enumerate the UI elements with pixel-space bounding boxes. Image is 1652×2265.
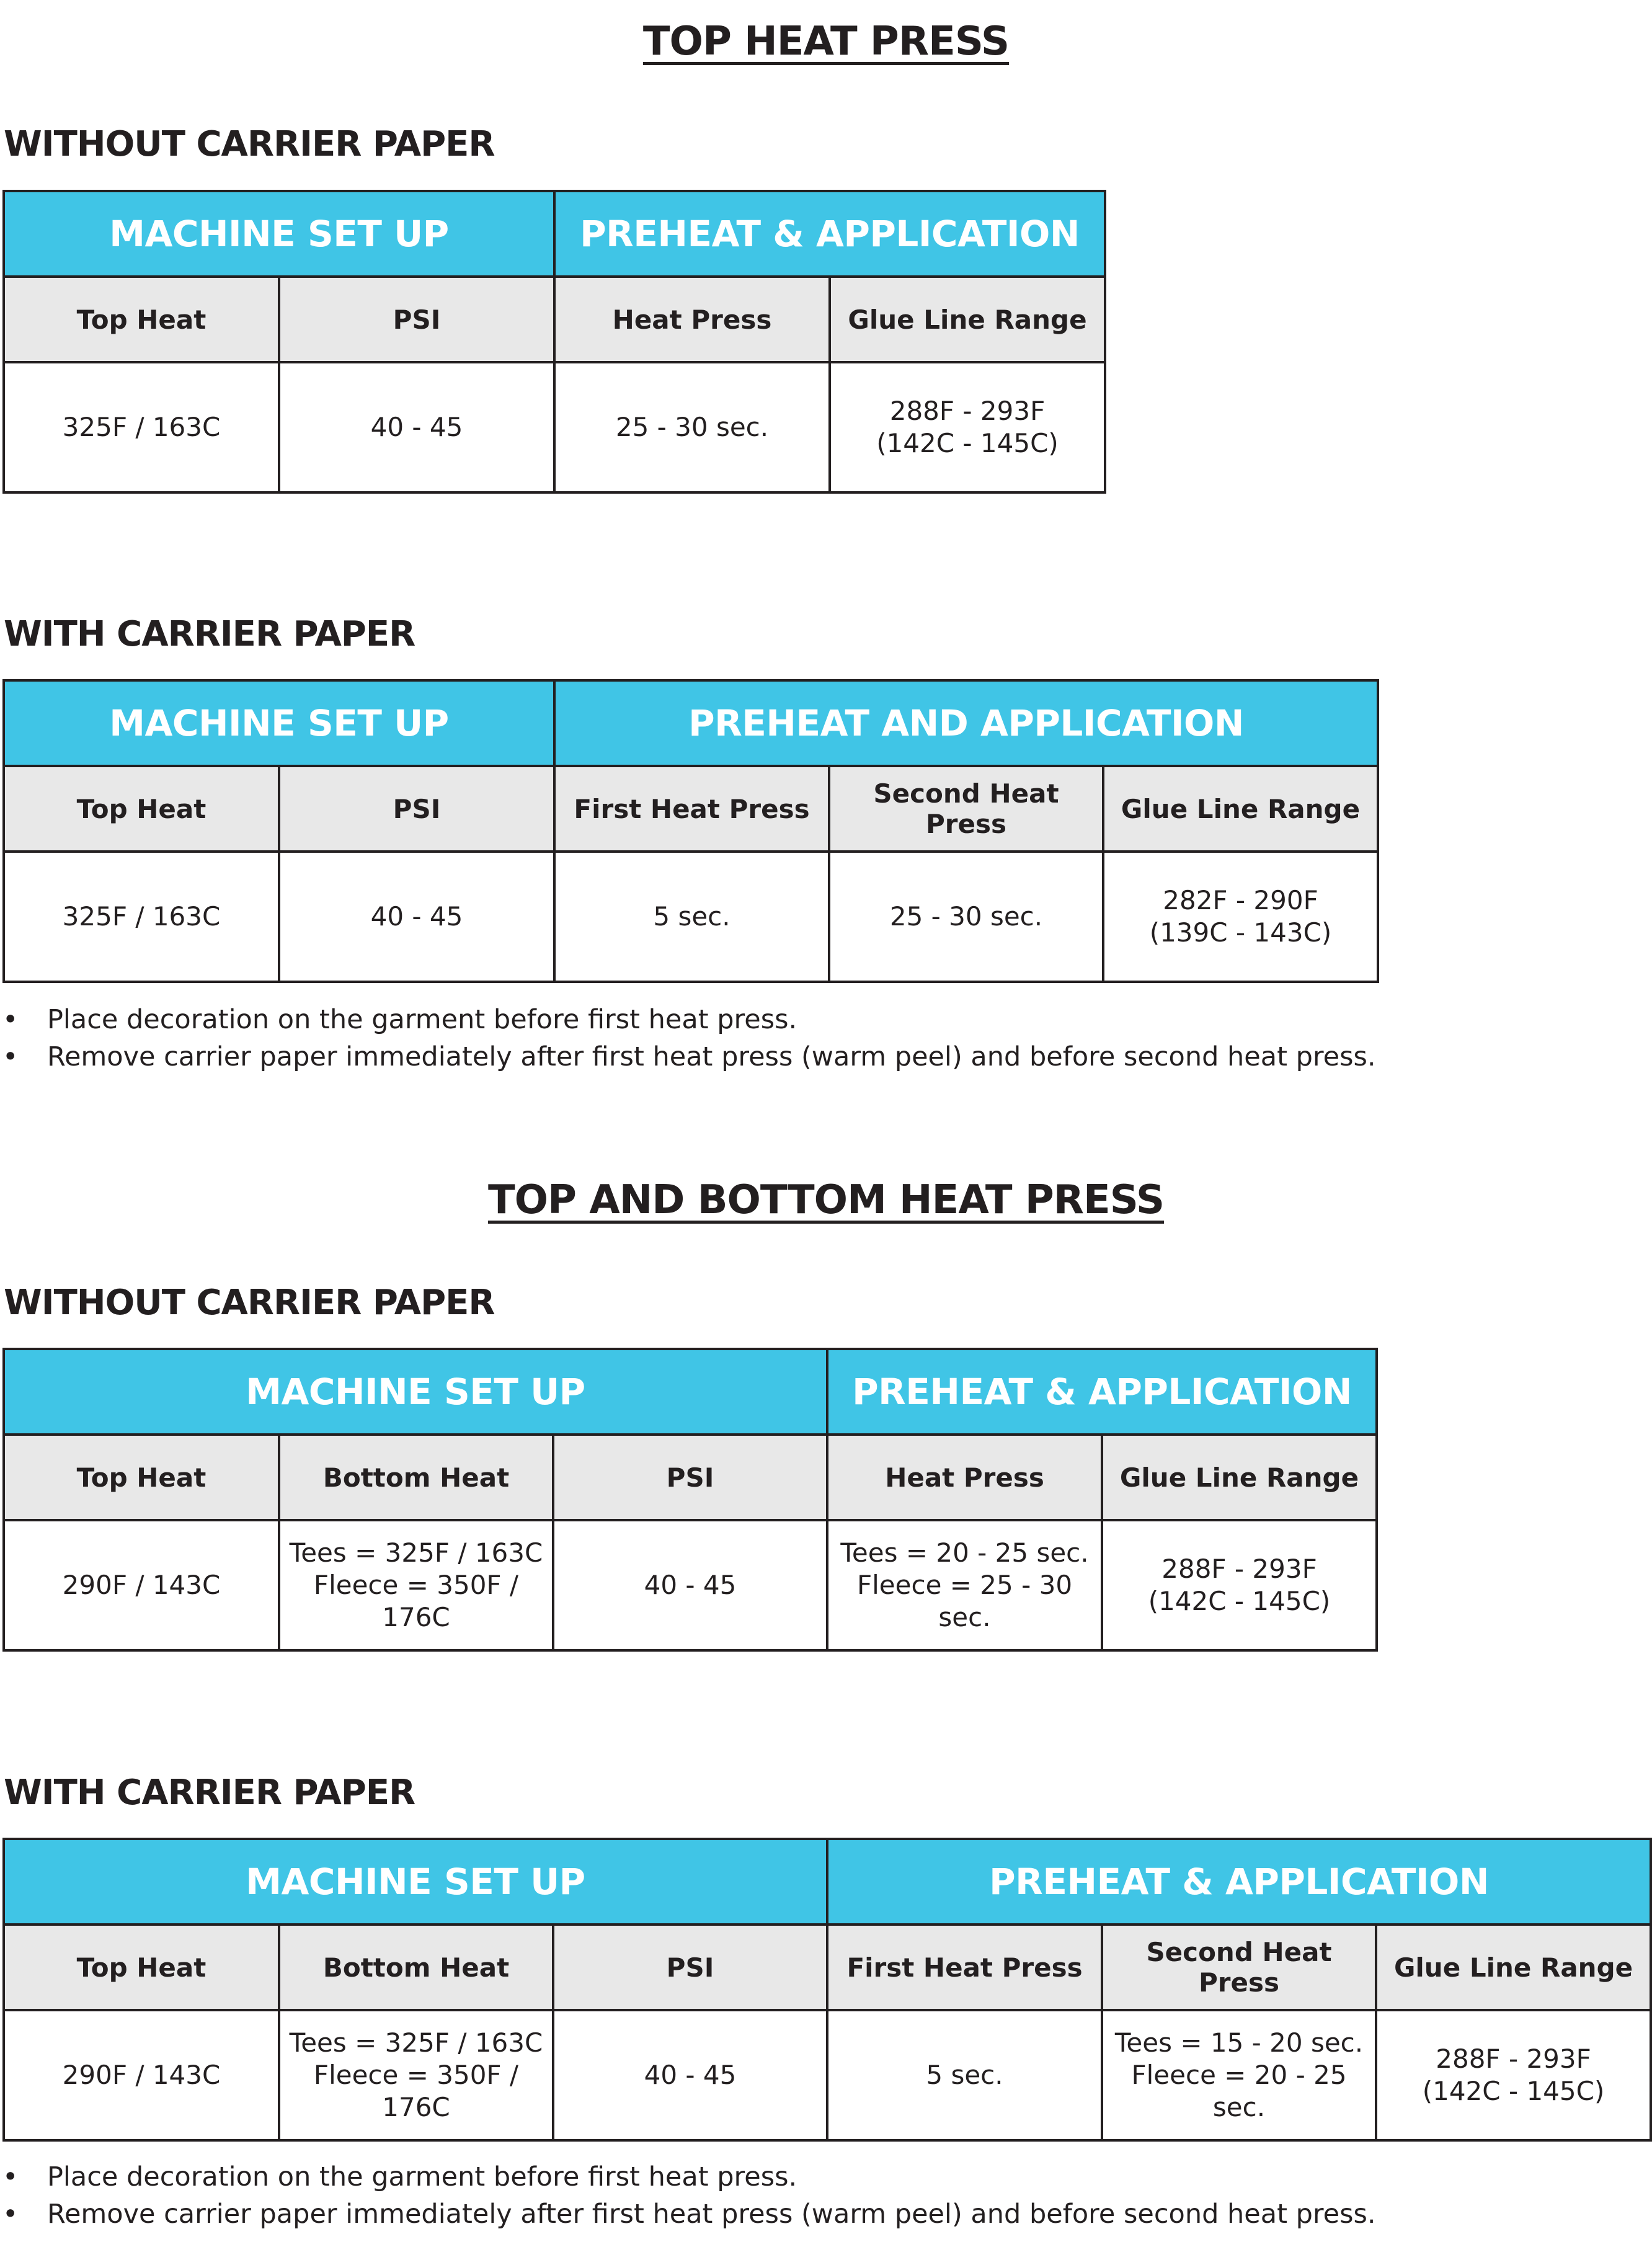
cell-psi: 40 - 45 [279,852,554,982]
bullet-glyph: • [2,2199,19,2230]
column-header-glue-line-range: Glue Line Range [1103,766,1378,852]
column-header-top-heat: Top Heat [4,766,279,852]
note-text: Place decoration on the garment before first heat press. [47,1004,797,1035]
group-header-machine-setup: MACHINE SET UP [4,1349,827,1435]
section-title-top-and-bottom-heat-press: TOP AND BOTTOM HEAT PRESS [487,1177,1165,1223]
group-header-preheat-application: PREHEAT AND APPLICATION [554,680,1378,766]
table-heading-without-carrier-paper: WITHOUT CARRIER PAPER [4,124,495,164]
column-header-first-heat-press: First Heat Press [827,1925,1102,2010]
group-header-preheat-application: PREHEAT & APPLICATION [827,1839,1651,1925]
notes-list-top-with-carrier [0,1001,1376,1075]
column-header-top-heat: Top Heat [4,277,279,362]
column-header-heat-press: Heat Press [827,1435,1102,1520]
cell-top-heat: 290F / 143C [4,1520,279,1650]
spec-table-top-without-carrier [2,190,1106,494]
spec-table-bottom-without-carrier [2,1348,1378,1652]
table-row [4,1520,1377,1650]
table-row [4,852,1378,982]
cell-bottom-heat: Tees = 325F / 163C Fleece = 350F / 176C [279,2010,553,2140]
cell-psi: 40 - 45 [553,1520,827,1650]
table-heading-with-carrier-paper: WITH CARRIER PAPER [4,1773,415,1813]
column-header-psi: PSI [553,1435,827,1520]
group-header-machine-setup: MACHINE SET UP [4,680,554,766]
group-header-preheat-application: PREHEAT & APPLICATION [827,1349,1377,1435]
cell-psi: 40 - 45 [279,362,554,492]
table-row [4,2010,1651,2140]
cell-glue-line-range: 282F - 290F (139C - 143C) [1103,852,1378,982]
column-header-bottom-heat: Bottom Heat [279,1435,553,1520]
cell-top-heat: 290F / 143C [4,2010,279,2140]
cell-heat-press: 25 - 30 sec. [554,362,830,492]
table-row [4,362,1105,492]
column-header-top-heat: Top Heat [4,1435,279,1520]
note-text: Remove carrier paper immediately after first heat press (warm peel) and before second heat press. [47,2199,1376,2230]
group-header-machine-setup: MACHINE SET UP [4,1839,827,1925]
column-header-second-heat-press: Second Heat Press [829,766,1103,852]
cell-glue-line-range: 288F - 293F (142C - 145C) [830,362,1105,492]
cell-bottom-heat: Tees = 325F / 163C Fleece = 350F / 176C [279,1520,553,1650]
note-text: Place decoration on the garment before first heat press. [47,2161,797,2192]
column-header-psi: PSI [553,1925,827,2010]
spec-table-bottom-with-carrier [2,1838,1652,2142]
column-header-psi: PSI [279,277,554,362]
group-header-row [4,1839,1651,1925]
cell-glue-line-range: 288F - 293F (142C - 145C) [1376,2010,1651,2140]
cell-second-heat-press: Tees = 15 - 20 sec. Fleece = 20 - 25 sec. [1102,2010,1376,2140]
column-header-glue-line-range: Glue Line Range [830,277,1105,362]
column-header-glue-line-range: Glue Line Range [1102,1435,1377,1520]
group-header-machine-setup: MACHINE SET UP [4,191,554,277]
column-header-top-heat: Top Heat [4,1925,279,2010]
cell-heat-press: Tees = 20 - 25 sec. Fleece = 25 - 30 sec. [827,1520,1102,1650]
spec-table-top-with-carrier [2,679,1379,983]
cell-first-heat-press: 5 sec. [554,852,829,982]
column-header-second-heat-press: Second Heat Press [1102,1925,1376,2010]
bullet-glyph: • [2,1004,19,1035]
column-header-first-heat-press: First Heat Press [554,766,829,852]
list-item [0,2196,1376,2233]
cell-top-heat: 325F / 163C [4,852,279,982]
notes-list-bottom-with-carrier [0,2158,1376,2233]
cell-second-heat-press: 25 - 30 sec. [829,852,1103,982]
cell-top-heat: 325F / 163C [4,362,279,492]
cell-psi: 40 - 45 [553,2010,827,2140]
note-text: Remove carrier paper immediately after first heat press (warm peel) and before second heat press. [47,1041,1376,1072]
section-title-top-heat-press: TOP HEAT PRESS [642,19,1010,65]
table-heading-with-carrier-paper: WITH CARRIER PAPER [4,614,415,654]
column-header-glue-line-range: Glue Line Range [1376,1925,1651,2010]
group-header-row [4,191,1105,277]
column-header-heat-press: Heat Press [554,277,830,362]
bullet-glyph: • [2,1041,19,1072]
column-header-row [4,1435,1377,1520]
list-item [0,1001,1376,1038]
column-header-row [4,277,1105,362]
list-item [0,2158,1376,2196]
group-header-row [4,1349,1377,1435]
list-item [0,1038,1376,1075]
column-header-bottom-heat: Bottom Heat [279,1925,553,2010]
cell-glue-line-range: 288F - 293F (142C - 145C) [1102,1520,1377,1650]
group-header-row [4,680,1378,766]
column-header-row [4,1925,1651,2010]
group-header-preheat-application: PREHEAT & APPLICATION [554,191,1105,277]
cell-first-heat-press: 5 sec. [827,2010,1102,2140]
column-header-psi: PSI [279,766,554,852]
column-header-row [4,766,1378,852]
bullet-glyph: • [2,2161,19,2192]
table-heading-without-carrier-paper: WITHOUT CARRIER PAPER [4,1283,495,1323]
